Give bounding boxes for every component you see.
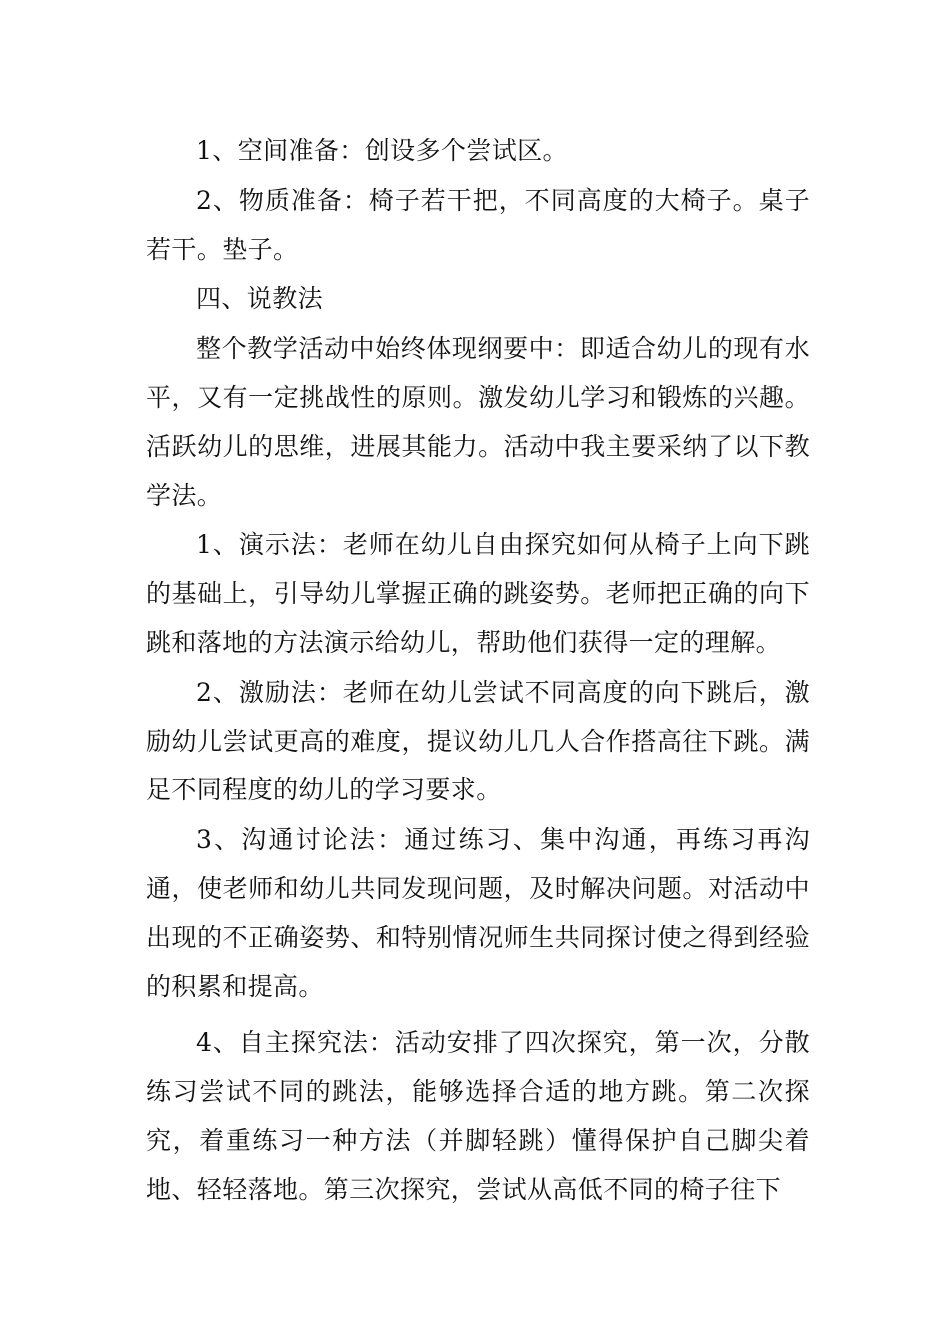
paragraph-encouragement-method: 2、激励法：老师在幼儿尝试不同高度的向下跳后，激励幼儿尝试更高的难度，提议幼儿几人合作搭高往下跳。满足不同程度的幼儿的学习要求。 [146,677,810,805]
document-body [146,127,810,1215]
paragraph-demonstration-method: 1、演示法：老师在幼儿自由探究如何从椅子上向下跳的基础上，引导幼儿掌握正确的跳姿势。老师把正确的向下跳和落地的方法演示给幼儿，帮助他们获得一定的理解。 [146,530,810,657]
paragraph-exploration-method: 4、自主探究法：活动安排了四次探究，第一次，分散练习尝试不同的跳法，能够选择合适的地方跳。第二次探究，着重练习一种方法（并脚轻跳）懂得保护自己脚尖着地、轻轻落地。第三次探究，尝试从高低不同的椅子往下 [146,1028,810,1204]
paragraph-teaching-overview: 整个教学活动中始终体现纲要中：即适合幼儿的现有水平，又有一定挑战性的原则。激发幼儿学习和锻炼的兴趣。活跃幼儿的思维，进展其能力。活动中我主要采纳了以下教学法。 [146,334,810,510]
section-heading-teaching-methods: 四、说教法 [196,284,324,314]
paragraph-material-preparation: 2、物质准备：椅子若干把，不同高度的大椅子。桌子若干。垫子。 [146,185,810,264]
paragraph-discussion-method: 3、沟通讨论法：通过练习、集中沟通，再练习再沟通，使老师和幼儿共同发现问题，及时解决问题。对活动中出现的不正确姿势、和特别情况师生共同探讨使之得到经验的积累和提高。 [146,825,810,1001]
paragraph-space-preparation: 1、空间准备：创设多个尝试区。 [196,136,568,165]
